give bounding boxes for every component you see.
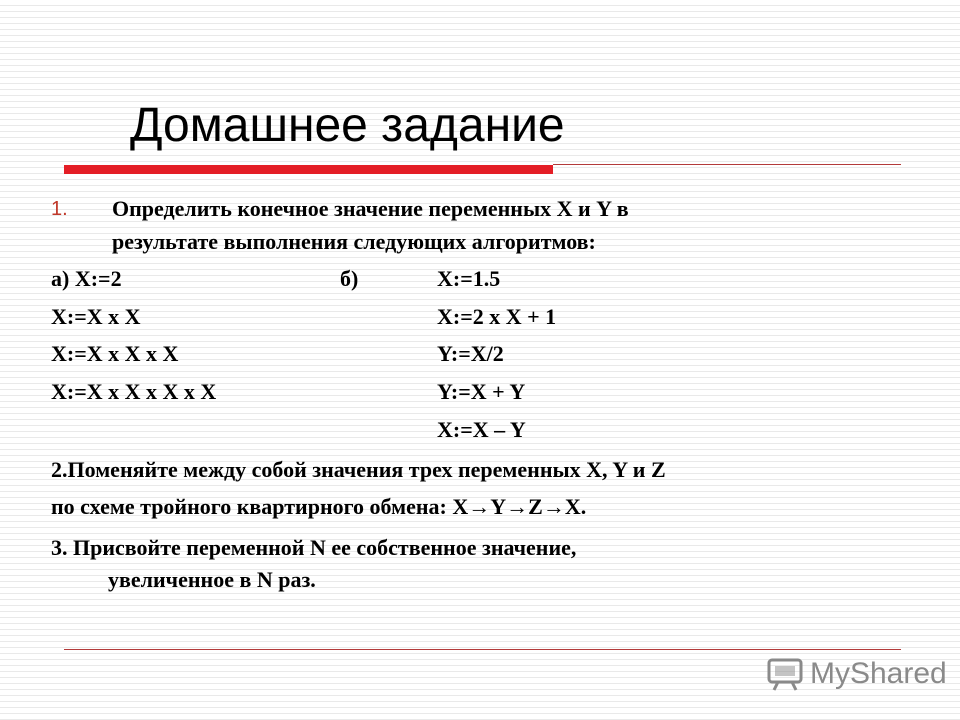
algorithm-b-line: X:=1.5 [437,266,501,291]
watermark [766,654,947,694]
presentation-board-icon [766,656,804,692]
watermark-text: MyShared [810,657,947,690]
task-1-line-1: Определить конечное значение переменных X и Y в [112,196,629,221]
task-2-line-2: по схеме тройного квартирного обмена: X→Y→Z→X. [51,494,587,519]
task-2-line-1: 2.Поменяйте между собой значения трех переменных X, Y и Z [51,457,666,482]
task-3-line-2: увеличенное в N раз. [108,567,316,592]
algorithm-b-line: Y:=X + Y [437,379,526,404]
title-underline-bar [64,165,553,174]
algorithm-a-label: а) X:=2 [51,266,122,291]
footer-divider [64,649,901,650]
algorithm-a-line: X:=X x X [51,304,141,329]
algorithm-b-line: X:=X – Y [437,417,526,442]
task-1-line-2: результате выполнения следующих алгоритмов: [112,229,596,254]
algorithm-b-label: б) [340,266,359,291]
algorithm-a-line: X:=X x X x X x X [51,379,217,404]
algorithm-a-line: X:=X x X x X [51,341,179,366]
task-3-line-1: 3. Присвойте переменной N ее собственное значение, [51,535,577,560]
algorithm-b-line: Y:=X/2 [437,341,504,366]
algorithm-b-line: X:=2 x X + 1 [437,304,557,329]
task-1-number: 1. [51,198,68,220]
slide-title: Домашнее задание [130,99,565,152]
title-underline-thin [553,164,901,165]
